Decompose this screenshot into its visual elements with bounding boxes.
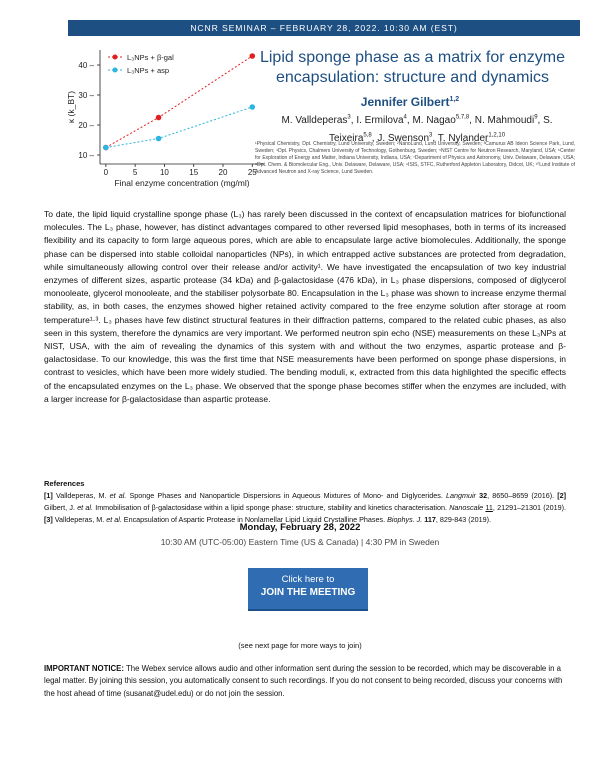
x-tick-label: 25	[247, 168, 257, 177]
x-tick-label: 20	[218, 168, 228, 177]
legend-marker	[113, 68, 118, 73]
legend-label: L₃NPs + β-gal	[127, 53, 174, 62]
event-date: Monday, February 28, 2022	[239, 522, 361, 533]
coauthor: M. Valldeperas$^3$,	[281, 115, 357, 127]
notice-text: The Webex service allows audio and other information sent during the session to be recorded, which may be discoverable in a legal matter. By joining this session, you automatically consent to such recordings. If you do not consent to being recorded, discuss your concerns with the host ahead of time (susanat@udel.edu) or do not join the session.	[44, 664, 563, 698]
legend-marker	[113, 55, 118, 60]
data-point	[103, 145, 109, 151]
reference-item: [3] Valldeperas, M. et al. Encapsulation of Aspartic Protease in Nonlamellar Lipid Liquid Crystalline Phases. Biophys. J. 117, 829-843 (2019).	[44, 515, 492, 524]
join-meeting-button[interactable]	[248, 568, 368, 611]
kappa-chart	[62, 42, 274, 192]
join-button-line2: JOIN THE MEETING	[260, 587, 356, 598]
y-tick-label: 40 –	[78, 61, 94, 70]
series-line	[106, 107, 252, 148]
speaker-name-text: Jennifer Gilbert	[360, 95, 450, 109]
references-list	[44, 490, 566, 526]
event-time: 10:30 AM (UTC-05:00) Eastern Time (US & Canada) | 4:30 PM in Sweden	[160, 537, 440, 547]
x-axis-label: Final enzyme concentration (mg/ml)	[114, 178, 250, 188]
data-point	[249, 104, 255, 110]
important-notice	[44, 663, 566, 700]
abstract-text: To date, the lipid liquid crystalline sponge phase (L₃) has rarely been discussed in the context of encapsulation matrices for biofunctional molecules. The L₃ phase, however, has distinct advantages compared to other reversed lipid mesophases, both in terms of its increased flexibility and its capacity to form large aqueous pores, which are able to encapsulate large active biomolecules. Additionally, the sponge phase can be dispersed into stable colloidal nanoparticles (NPs), in which entrapped active substances are protected from degradation, while simultaneously allowing control over their release and/or activity¹. We have investigated the encapsulation of two key industrial enzymes of different sizes, aspartic protease (34 kDa) and β-galactosidase (476 kDa), in L₃ phase dispersions, composed of diglycerol monooleate, glycerol monooleate, and the stabiliser polysorbate 80. Encapsulation in the L₃ phase was shown to increase enzyme thermal stability, as, in both cases, the enzymes showed higher retained activity compared to the free enzyme solution after storage at room temperature¹·³. L₃ phases have few distinct structural features in their diffraction patterns, compared to the related cubic phases, as also seen in this system, therefore the dynamics are very important. We performed neutron spin echo (NSE) measurements on these L₃NPs at NIST, USA, with the aim of revealing the dynamics of this system with and without the two enzymes, aspartic protease and β-galactosidase. To our knowledge, this was the first time that NSE measurements have been performed on sponge phase dispersions, in contrast to vesicles, which have been more widely studied. The bending moduli, κ, extracted from this data highlighted the specific effects of the encapsulated enzymes on the L₃ phase. We observed that the sponge phase becomes stiffer when the enzymes are included, with a larger increase for β-galactosidase than aspartic protease.	[44, 209, 566, 404]
x-tick-label: 0	[103, 168, 109, 177]
data-point	[156, 136, 162, 142]
y-tick-label: 30 –	[78, 91, 94, 100]
see-next-page-note: (see next page for more ways to join)	[238, 641, 362, 650]
affiliations: ¹Physical Chemistry, Dpt. Chemistry, Lund University, Sweden; ²NanoLund, Lund University, Sweden; ³Camurus AB Ideon Science Park, Lund, Sweden; ⁴Dpt. Physics, Chalmers University of Technology, Gothenburg, Sweden; ⁵NIST Centre for Neutron Research, Maryland, USA; ⁶Center for Exploration of Energy and Matter, Indiana University, Indiana, USA; ⁷Department of Physics and Astronomy, Univ. Delaware, Delaware, USA; ⁸Dpt. Chem. & Biomolecular Eng., Univ. Delaware, Delaware, USA; ⁹ISIS, STFC, Rutherford Appleton Laboratory, Didcot, UK; ¹⁰Lund Institute of Advanced Neutron and X-ray Science, Lund Sweden.	[255, 141, 575, 175]
join-button-line1: Click here to	[281, 574, 335, 585]
coauthor: N. Mahmoudi$^9$,	[474, 115, 544, 127]
y-tick-label: 10 –	[78, 151, 94, 160]
speaker-name	[300, 95, 520, 109]
x-tick-label: 15	[189, 168, 199, 177]
x-tick-label: 5	[132, 168, 138, 177]
speaker-affiliation: 1,2	[449, 96, 460, 103]
notice-label: IMPORTANT NOTICE:	[44, 664, 124, 673]
data-point	[156, 115, 162, 121]
reference-item: [1] Valldeperas, M. et al. Sponge Phases and Nanoparticle Dispersions in Aqueous Mixtures of Mono- and Diglycerides. Langmuir 32, 8650–8659 (2016).	[44, 491, 555, 500]
references-heading: References	[44, 479, 85, 488]
coauthor: J. Swenson$^3$,	[377, 132, 436, 144]
coauthor: S. Teixeira$^{5,8}$,	[328, 115, 553, 144]
y-tick-label: 20 –	[78, 121, 94, 130]
talk-title: Lipid sponge phase as a matrix for enzyme encapsulation: structure and dynamics	[259, 49, 566, 86]
coauthor: M. Nagao$^{5,7,8}$,	[412, 115, 475, 127]
coauthor: I. Ermilova$^4$,	[356, 115, 413, 127]
seminar-banner: NCNR SEMINAR – FEBRUARY 28, 2022. 10:30 AM (EST)	[68, 20, 580, 36]
y-axis-label: κ (k_BT)	[66, 90, 76, 124]
coauthor: T. Nylander$^{1,2,10}$	[437, 132, 506, 144]
legend-label: L₃NPs + asp	[127, 66, 170, 75]
x-tick-label: 10	[159, 168, 169, 177]
reference-item: [2] Gilbert, J. et al. Immobilisation of β-galactosidase within a lipid sponge phase: structure, stability and kinetics characterisation. Nanoscale 11, 21291–21301 (2019).	[44, 491, 567, 512]
